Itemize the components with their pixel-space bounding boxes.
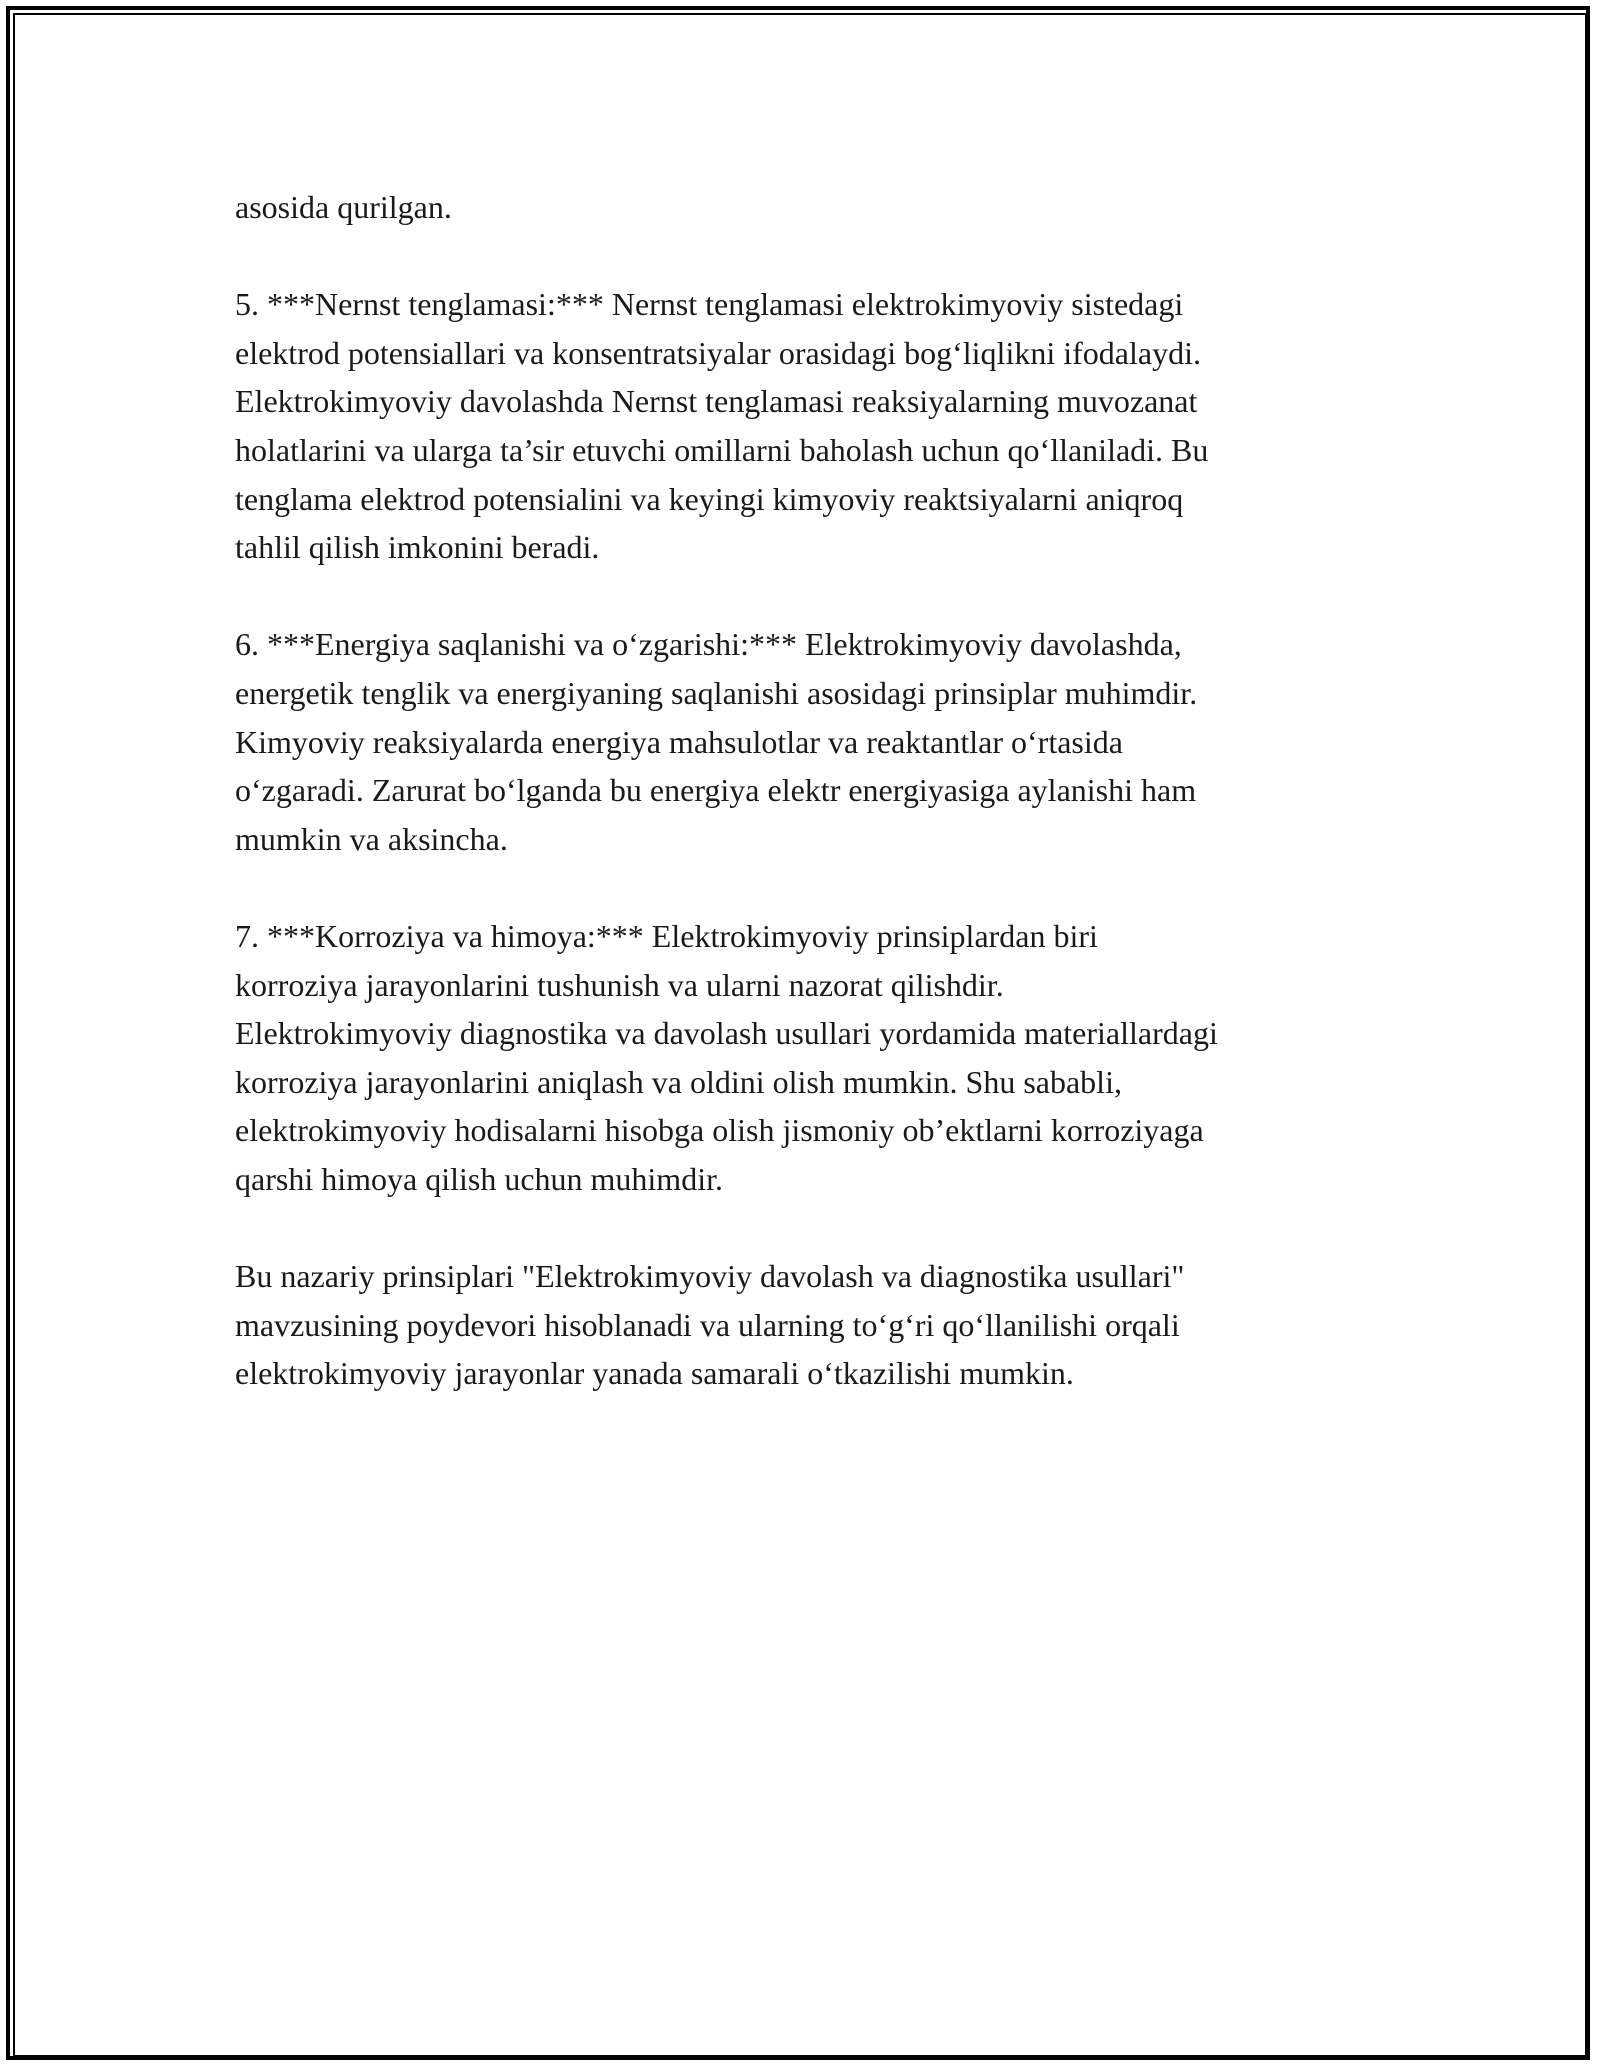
paragraph-conclusion: Bu nazariy prinsiplari "Elektrokimyoviy davolash va diagnostika usullari" mavzusining poydevori hisoblanadi va ularning to‘g‘ri qo‘llanilishi orqali elektrokimyoviy jarayonlar yanada samarali o‘tkazilishi mumkin. [235,1258,1185,1392]
paragraph-nernst: 5. ***Nernst tenglamasi:*** Nernst tenglamasi elektrokimyoviy sistedagi elektrod potensiallari va konsentratsiyalar orasidagi bog‘liqlikni ifodalaydi. Elektrokimyoviy davolashda Nernst tenglamasi reaksiyalarning muvozanat holatlarini va ularga ta’sir etuvchi omillarni baholash uchun qo‘llaniladi. Bu tenglama elektrod potensialini va keyingi kimyoviy reaktsiyalarni aniqroq tahlil qilish imkonini beradi. [235,286,1209,566]
paragraph-continuation: asosida qurilgan. [235,189,452,225]
document-body [235,183,1375,1446]
paragraph-corrosion: 7. ***Korroziya va himoya:*** Elektrokimyoviy prinsiplardan biri korroziya jarayonlarini tushunish va ularni nazorat qilishdir. Elektrokimyoviy diagnostika va davolash usullari yordamida materiallardagi korroziya jarayonlarini aniqlash va oldini olish mumkin. Shu sababli, elektrokimyoviy hodisalarni hisobga olish jismoniy ob’ektlarni korroziyaga qarshi himoya qilish uchun muhimdir. [235,917,1218,1197]
paragraph-energy: 6. ***Energiya saqlanishi va o‘zgarishi:*** Elektrokimyoviy davolashda, energetik tenglik va energiyaning saqlanishi asosidagi prinsiplar muhimdir. Kimyoviy reaksiyalarda energiya mahsulotlar va reaktantlar o‘rtasida o‘zgaradi. Zarurat bo‘lganda bu energiya elektr energiyasiga aylanishi ham mumkin va aksincha. [235,626,1198,857]
